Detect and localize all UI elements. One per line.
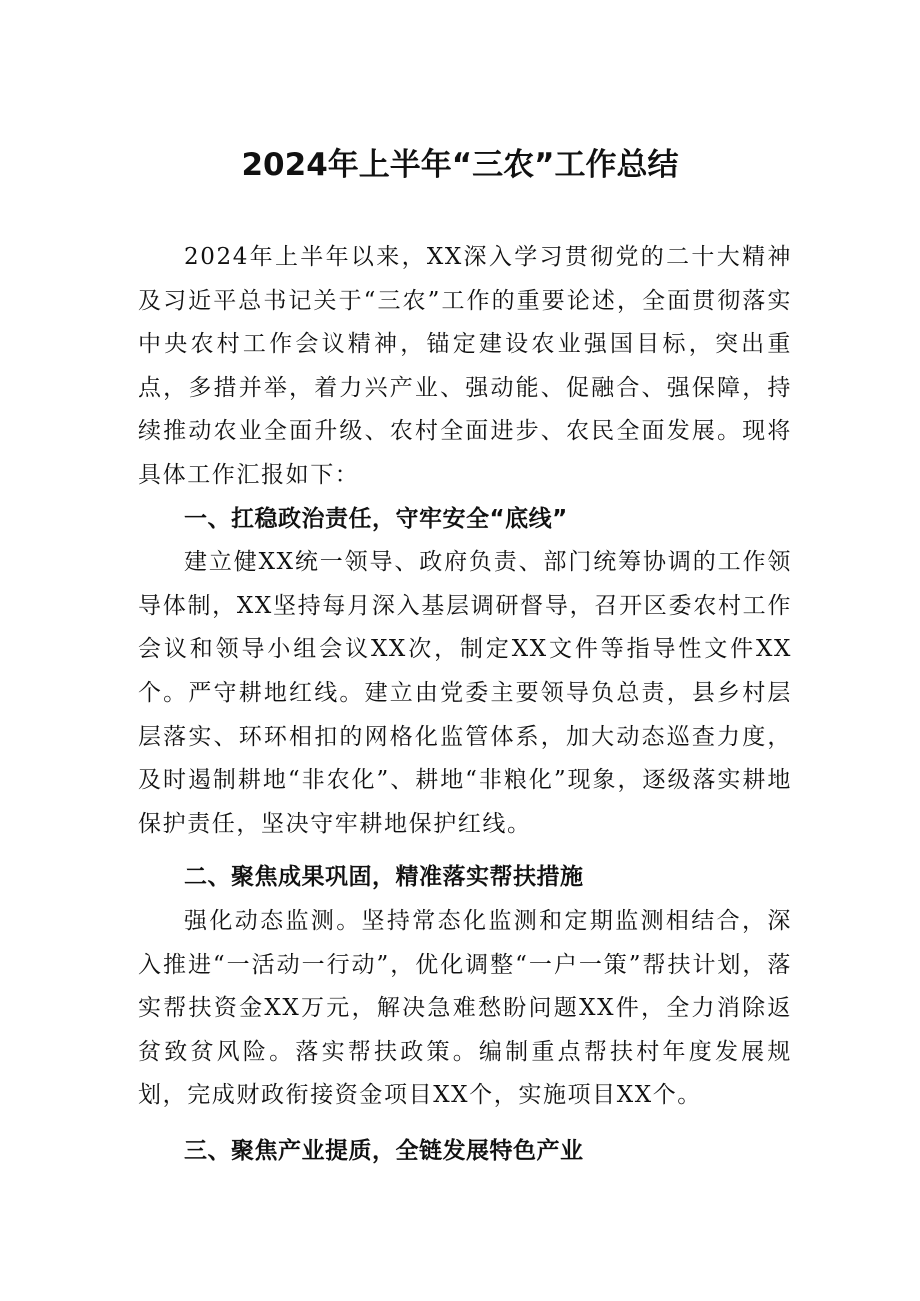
intro-paragraph: 2024年上半年以来，XX深入学习贯彻党的二十大精神及习近平总书记关于“三农”工作的重要论述，全面贯彻落实中央农村工作会议精神，锚定建设农业强国目标，突出重点，多措并举，着力兴产业、强动能、促融合、强保障，持续推动农业全面升级、农村全面进步、农民全面发展。现将具体工作汇报如下： xyxy=(138,244,792,488)
section-3-heading: 三、聚焦产业提质，全链发展特色产业 xyxy=(184,1137,584,1164)
section-2-heading: 二、聚焦成果巩固，精准落实帮扶措施 xyxy=(184,864,584,891)
document-body xyxy=(138,236,792,1173)
document-title: 2024年上半年“三农”工作总结 xyxy=(241,147,679,183)
section-2-paragraph: 强化动态监测。坚持常态化监测和定期监测相结合，深入推进“一活动一行动”，优化调整“一户一策”帮扶计划，落实帮扶资金XX万元，解决急难愁盼问题XX件，全力消除返贫致贫风险。落实帮扶政策。编制重点帮扶村年度发展规划，完成财政衔接资金项目XX个，实施项目XX个。 xyxy=(138,907,792,1109)
section-1-heading: 一、扛稳政治责任，守牢安全“底线” xyxy=(184,505,568,532)
section-1-paragraph: 建立健XX统一领导、政府负责、部门统筹协调的工作领导体制，XX坚持每月深入基层调研督导，召开区委农村工作会议和领导小组会议XX次，制定XX文件等指导性文件XX个。严守耕地红线。建立由党委主要领导负总责，县乡村层层落实、环环相扣的网格化监管体系，加大动态巡查力度，及时遏制耕地“非农化”、耕地“非粮化”现象，逐级落实耕地保护责任，坚决守牢耕地保护红线。 xyxy=(138,549,792,837)
